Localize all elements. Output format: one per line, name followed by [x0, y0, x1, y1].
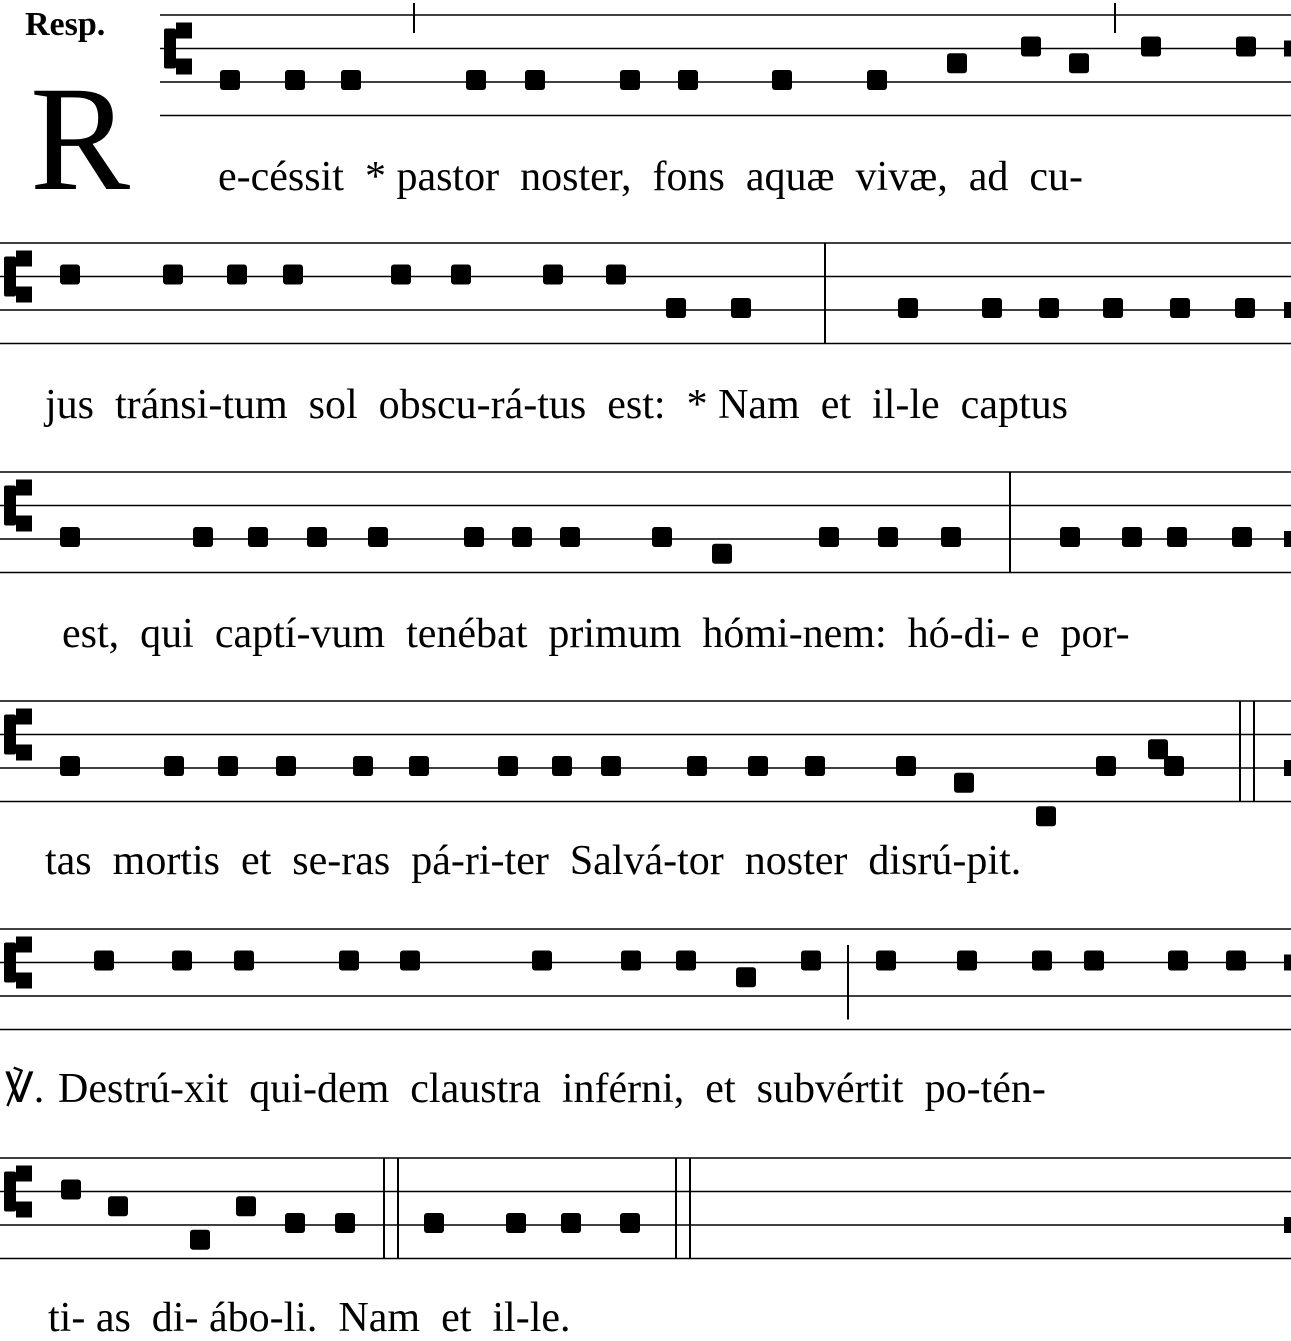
neume-note — [339, 951, 359, 971]
neume-note — [285, 1213, 305, 1233]
c-clef-icon — [4, 943, 16, 983]
neume-note — [60, 527, 80, 547]
neume-note — [1122, 527, 1142, 547]
neume-note — [1167, 527, 1187, 547]
custos-icon — [1284, 760, 1291, 776]
custos-icon — [1284, 1217, 1291, 1233]
lyrics-line-1: e-céssit * pastor noster, fons aquæ vivæ, ad cu- — [218, 154, 1083, 200]
neume-note — [678, 70, 698, 90]
neume-note — [464, 527, 484, 547]
neume-note — [108, 1196, 128, 1216]
neume-note — [1036, 806, 1056, 826]
neume-note — [525, 70, 545, 90]
neume-note — [335, 1213, 355, 1233]
neume-note — [1069, 53, 1089, 73]
neume-note — [409, 756, 429, 776]
neume-note — [283, 265, 303, 285]
neume-note — [1141, 37, 1161, 57]
neume-note — [620, 70, 640, 90]
neume-note — [466, 70, 486, 90]
neume-note — [94, 951, 114, 971]
neume-note — [1096, 756, 1116, 776]
neume-note — [867, 70, 887, 90]
neume-note — [1021, 37, 1041, 57]
lyrics-line-2: jus tránsi-tum sol obscu-rá-tus est: * Nam et il-le captus — [45, 382, 1068, 428]
neume-note — [341, 70, 361, 90]
neume-note — [1032, 951, 1052, 971]
lyrics-line-3: est, qui captí-vum tenébat primum hómi-nem: hó-di- e por- — [62, 611, 1130, 657]
neume-note — [666, 298, 686, 318]
neume-note — [276, 756, 296, 776]
neume-note — [190, 1230, 210, 1250]
neume-note — [982, 298, 1002, 318]
neume-note — [947, 53, 967, 73]
neume-note — [543, 265, 563, 285]
neume-note — [218, 756, 238, 776]
lyrics-line-4: tas mortis et se-ras pá-ri-ter Salvá-tor noster disrú-pit. — [45, 838, 1022, 884]
neume-note — [1164, 756, 1184, 776]
neume-note — [248, 527, 268, 547]
neume-note — [1060, 527, 1080, 547]
neume-note — [506, 1213, 526, 1233]
neume-note — [391, 265, 411, 285]
neume-note — [61, 1180, 81, 1200]
neume-note — [1084, 951, 1104, 971]
custos-icon — [1284, 302, 1291, 318]
custos-icon — [1284, 531, 1291, 547]
neume-note — [878, 527, 898, 547]
neume-note — [957, 951, 977, 971]
neume-note — [1236, 37, 1256, 57]
neume-note — [1103, 298, 1123, 318]
neume-note — [1226, 951, 1246, 971]
neume-note — [353, 756, 373, 776]
responsory-label: Resp. — [25, 6, 106, 43]
neume-note — [1148, 739, 1168, 759]
neume-note — [748, 756, 768, 776]
neume-note — [220, 70, 240, 90]
neume-note — [60, 756, 80, 776]
neume-note — [954, 773, 974, 793]
neume-note — [712, 544, 732, 564]
neume-note — [620, 1213, 640, 1233]
neume-note — [876, 951, 896, 971]
neume-note — [772, 70, 792, 90]
neume-note — [652, 527, 672, 547]
neume-note — [560, 527, 580, 547]
neume-note — [621, 951, 641, 971]
c-clef-icon — [4, 257, 16, 297]
lyrics-line-6: ti- as di- ábo-li. Nam et il-le. — [48, 1295, 571, 1341]
neume-note — [1039, 298, 1059, 318]
neume-note — [819, 527, 839, 547]
neume-note — [368, 527, 388, 547]
neume-note — [193, 527, 213, 547]
neume-note — [606, 265, 626, 285]
neume-note — [60, 265, 80, 285]
c-clef-icon — [164, 29, 176, 69]
neume-note — [227, 265, 247, 285]
neume-note — [424, 1213, 444, 1233]
neume-note — [1232, 527, 1252, 547]
c-clef-icon — [4, 1172, 16, 1212]
neume-note — [451, 265, 471, 285]
custos-icon — [1284, 955, 1291, 971]
neume-note — [736, 967, 756, 987]
neume-note — [552, 756, 572, 776]
neume-note — [805, 756, 825, 776]
neume-note — [896, 756, 916, 776]
neume-note — [532, 951, 552, 971]
neume-note — [307, 527, 327, 547]
c-clef-icon — [4, 486, 16, 526]
neume-note — [676, 951, 696, 971]
neume-note — [561, 1213, 581, 1233]
neume-note — [941, 527, 961, 547]
initial-letter: R — [30, 56, 131, 222]
c-clef-icon — [4, 715, 16, 755]
neume-note — [498, 756, 518, 776]
neume-note — [236, 1196, 256, 1216]
neume-note — [163, 265, 183, 285]
neume-note — [1170, 298, 1190, 318]
neume-note — [687, 756, 707, 776]
custos-icon — [1284, 41, 1291, 57]
neume-note — [172, 951, 192, 971]
neume-note — [731, 298, 751, 318]
versicle-sign: ℣. — [5, 1066, 45, 1112]
neume-note — [285, 70, 305, 90]
neume-note — [1168, 951, 1188, 971]
neume-note — [164, 756, 184, 776]
lyrics-line-5: Destrú-xit qui-dem claustra inférni, et subvértit po-tén- — [58, 1066, 1046, 1112]
neume-note — [801, 951, 821, 971]
neume-note — [601, 756, 621, 776]
neume-note — [234, 951, 254, 971]
neume-note — [898, 298, 918, 318]
neume-note — [512, 527, 532, 547]
neume-note — [400, 951, 420, 971]
neume-note — [1235, 298, 1255, 318]
